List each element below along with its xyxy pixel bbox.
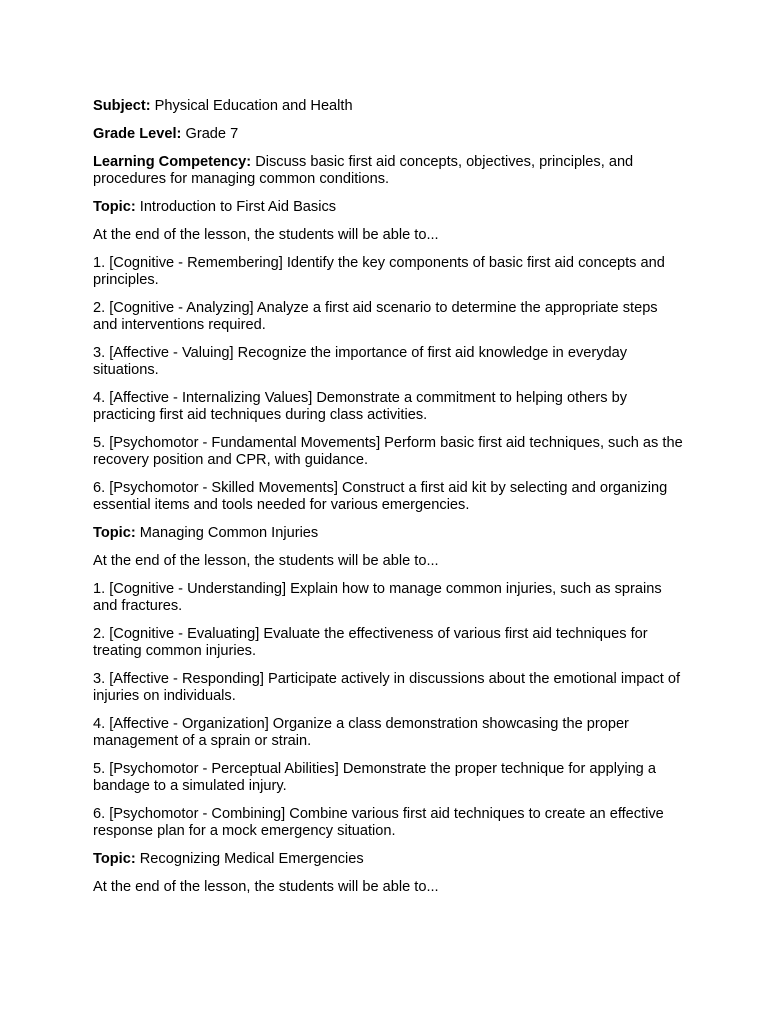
objective-item: 6. [Psychomotor - Combining] Combine various first aid techniques to create an effective response plan for a mock emergency situation. xyxy=(93,806,664,839)
objective-item: 3. [Affective - Valuing] Recognize the importance of first aid knowledge in everyday situations. xyxy=(93,345,628,378)
objective-item: 4. [Affective - Organization] Organize a class demonstration showcasing the proper management of a sprain or strain. xyxy=(93,716,629,749)
topic-label: Topic: xyxy=(93,851,136,867)
objective-item: 4. [Affective - Internalizing Values] Demonstrate a commitment to helping others by practicing first aid techniques during class activities. xyxy=(93,390,628,423)
objective-item: 6. [Psychomotor - Skilled Movements] Construct a first aid kit by selecting and organizing essential items and tools needed for various emergencies. xyxy=(93,480,668,513)
topic-line xyxy=(93,851,683,868)
objective-item: 3. [Affective - Responding] Participate actively in discussions about the emotional impact of injuries on individuals. xyxy=(93,671,681,704)
grade-level-label: Grade Level: xyxy=(93,126,182,142)
topic-value: Introduction to First Aid Basics xyxy=(139,199,337,215)
objective-item: 1. [Cognitive - Understanding] Explain how to manage common injuries, such as sprains and fractures. xyxy=(93,581,662,614)
document-page xyxy=(93,98,683,907)
objectives-intro: At the end of the lesson, the students will be able to... xyxy=(93,553,439,569)
topic-label: Topic: xyxy=(93,199,136,215)
learning-competency-label: Learning Competency: xyxy=(93,154,252,170)
subject-line xyxy=(93,98,683,115)
grade-level-line xyxy=(93,126,683,143)
topic-label: Topic: xyxy=(93,525,136,541)
objectives-intro: At the end of the lesson, the students will be able to... xyxy=(93,879,439,895)
topic-line xyxy=(93,525,683,542)
learning-competency-line xyxy=(93,154,683,188)
objective-item: 5. [Psychomotor - Fundamental Movements] Perform basic first aid techniques, such as the recovery position and CPR, with guidance. xyxy=(93,435,683,468)
objectives-intro: At the end of the lesson, the students will be able to... xyxy=(93,227,439,243)
learning-competency-value: Discuss basic first aid concepts, objectives, principles, and procedures for managing common conditions. xyxy=(93,154,634,187)
topic-line xyxy=(93,199,683,216)
objective-item: 2. [Cognitive - Evaluating] Evaluate the effectiveness of various first aid techniques for treating common injuries. xyxy=(93,626,648,659)
objective-item: 5. [Psychomotor - Perceptual Abilities] Demonstrate the proper technique for applying a bandage to a simulated injury. xyxy=(93,761,656,794)
grade-level-value: Grade 7 xyxy=(185,126,239,142)
topic-value: Recognizing Medical Emergencies xyxy=(139,851,364,867)
subject-value: Physical Education and Health xyxy=(154,98,353,114)
objective-item: 1. [Cognitive - Remembering] Identify the key components of basic first aid concepts and principles. xyxy=(93,255,665,288)
subject-label: Subject: xyxy=(93,98,151,114)
objective-item: 2. [Cognitive - Analyzing] Analyze a first aid scenario to determine the appropriate steps and interventions required. xyxy=(93,300,658,333)
topic-value: Managing Common Injuries xyxy=(139,525,319,541)
